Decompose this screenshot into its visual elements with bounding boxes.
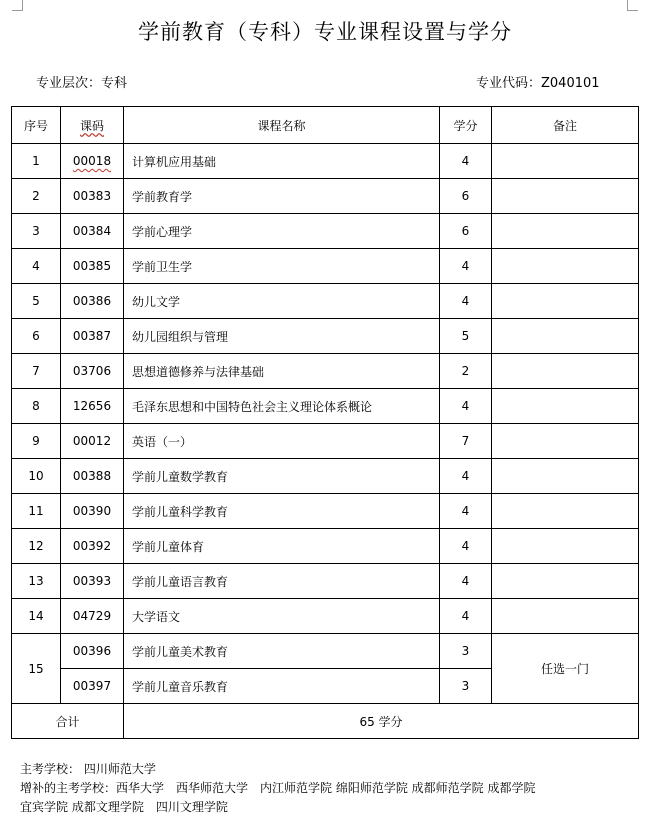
extra-schools-line-2: 宜宾学院 成都文理学院 四川文理学院 xyxy=(20,800,228,814)
row-course-name: 学前儿童美术教育 xyxy=(124,634,440,669)
row-seq: 14 xyxy=(12,599,61,634)
table-row-total xyxy=(12,704,639,739)
row-course-name: 学前卫生学 xyxy=(124,249,440,284)
row-code: 00397 xyxy=(61,669,124,704)
row-code: 00012 xyxy=(61,424,124,459)
row-credit: 4 xyxy=(440,494,492,529)
row-remark xyxy=(492,179,639,214)
row-remark xyxy=(492,459,639,494)
row-course-name: 学前儿童音乐教育 xyxy=(124,669,440,704)
row-course-name: 学前教育学 xyxy=(124,179,440,214)
row-credit: 4 xyxy=(440,459,492,494)
row-seq: 12 xyxy=(12,529,61,564)
row-code: 00384 xyxy=(61,214,124,249)
table-row xyxy=(12,179,639,214)
row-code: 00390 xyxy=(61,494,124,529)
row-code: 00385 xyxy=(61,249,124,284)
row-seq: 3 xyxy=(12,214,61,249)
total-label: 合计 xyxy=(12,704,124,739)
total-value: 65 学分 xyxy=(124,704,639,739)
row-course-name: 英语（一） xyxy=(124,424,440,459)
row-code xyxy=(61,144,124,179)
row-code: 03706 xyxy=(61,354,124,389)
row-remark xyxy=(492,564,639,599)
row-seq: 8 xyxy=(12,389,61,424)
row-code: 00396 xyxy=(61,634,124,669)
row-course-name: 学前儿童语言教育 xyxy=(124,564,440,599)
table-row xyxy=(12,529,639,564)
row-remark xyxy=(492,144,639,179)
row-course-name: 毛泽东思想和中国特色社会主义理论体系概论 xyxy=(124,389,440,424)
row-seq: 4 xyxy=(12,249,61,284)
row-course-name: 幼儿文学 xyxy=(124,284,440,319)
course-table xyxy=(11,106,639,739)
row-remark-elective: 任选一门 xyxy=(492,634,639,704)
row-seq: 10 xyxy=(12,459,61,494)
table-row xyxy=(12,144,639,179)
row-credit: 4 xyxy=(440,529,492,564)
row-credit: 7 xyxy=(440,424,492,459)
row-remark xyxy=(492,354,639,389)
row-credit: 4 xyxy=(440,599,492,634)
row-remark xyxy=(492,529,639,564)
row-code: 00387 xyxy=(61,319,124,354)
row-code: 00392 xyxy=(61,529,124,564)
header-credit: 学分 xyxy=(440,107,492,144)
row-remark xyxy=(492,214,639,249)
table-row xyxy=(12,599,639,634)
row-credit: 4 xyxy=(440,144,492,179)
row-credit: 2 xyxy=(440,354,492,389)
row-credit: 3 xyxy=(440,669,492,704)
row-seq: 15 xyxy=(12,634,61,704)
row-seq: 6 xyxy=(12,319,61,354)
row-seq: 7 xyxy=(12,354,61,389)
row-code: 00383 xyxy=(61,179,124,214)
row-course-name: 学前儿童数学教育 xyxy=(124,459,440,494)
table-row xyxy=(12,249,639,284)
corner-mark-left xyxy=(12,0,23,11)
row-seq: 11 xyxy=(12,494,61,529)
row-credit: 6 xyxy=(440,179,492,214)
table-row xyxy=(12,564,639,599)
row-course-name: 幼儿园组织与管理 xyxy=(124,319,440,354)
row-code: 00393 xyxy=(61,564,124,599)
row-credit: 5 xyxy=(440,319,492,354)
row-seq: 9 xyxy=(12,424,61,459)
row-remark xyxy=(492,494,639,529)
row-course-name: 学前儿童体育 xyxy=(124,529,440,564)
row-seq: 2 xyxy=(12,179,61,214)
row-seq: 5 xyxy=(12,284,61,319)
main-school: 主考学校： 四川师范大学 xyxy=(20,762,156,776)
page-title: 学前教育（专科）专业课程设置与学分 xyxy=(138,20,512,44)
course-table-body xyxy=(12,144,639,739)
row-credit: 6 xyxy=(440,214,492,249)
corner-mark-right xyxy=(627,0,638,11)
row-course-name: 计算机应用基础 xyxy=(124,144,440,179)
row-code-label: 00018 xyxy=(72,154,112,168)
table-row xyxy=(12,319,639,354)
row-code: 00386 xyxy=(61,284,124,319)
table-row xyxy=(12,284,639,319)
major-code: 专业代码：Z040101 xyxy=(476,76,600,91)
row-credit: 4 xyxy=(440,249,492,284)
row-remark xyxy=(492,599,639,634)
row-credit: 4 xyxy=(440,284,492,319)
table-row-elective xyxy=(12,634,639,669)
row-code: 12656 xyxy=(61,389,124,424)
row-code: 00388 xyxy=(61,459,124,494)
footer xyxy=(20,760,640,817)
header-name: 课程名称 xyxy=(124,107,440,144)
row-course-name: 思想道德修养与法律基础 xyxy=(124,354,440,389)
extra-schools-line-1: 增补的主考学校：西华大学 西华师范大学 内江师范学院 绵阳师范学院 成都师范学院 成都学院 xyxy=(20,781,536,795)
table-row xyxy=(12,459,639,494)
row-remark xyxy=(492,249,639,284)
header-code-label: 课码 xyxy=(79,118,104,133)
row-remark xyxy=(492,424,639,459)
table-row xyxy=(12,389,639,424)
row-course-name: 大学语文 xyxy=(124,599,440,634)
header-remark: 备注 xyxy=(492,107,639,144)
row-seq: 1 xyxy=(12,144,61,179)
row-remark xyxy=(492,284,639,319)
row-remark xyxy=(492,319,639,354)
row-seq: 13 xyxy=(12,564,61,599)
header-seq: 序号 xyxy=(12,107,61,144)
table-row xyxy=(12,494,639,529)
table-header-row xyxy=(12,107,639,144)
row-credit: 4 xyxy=(440,389,492,424)
row-credit: 3 xyxy=(440,634,492,669)
row-remark xyxy=(492,389,639,424)
major-level: 专业层次：专科 xyxy=(36,76,128,91)
row-credit: 4 xyxy=(440,564,492,599)
table-row xyxy=(12,354,639,389)
row-course-name: 学前儿童科学教育 xyxy=(124,494,440,529)
table-row xyxy=(12,214,639,249)
header-code xyxy=(61,107,124,144)
row-code: 04729 xyxy=(61,599,124,634)
row-course-name: 学前心理学 xyxy=(124,214,440,249)
table-row xyxy=(12,424,639,459)
